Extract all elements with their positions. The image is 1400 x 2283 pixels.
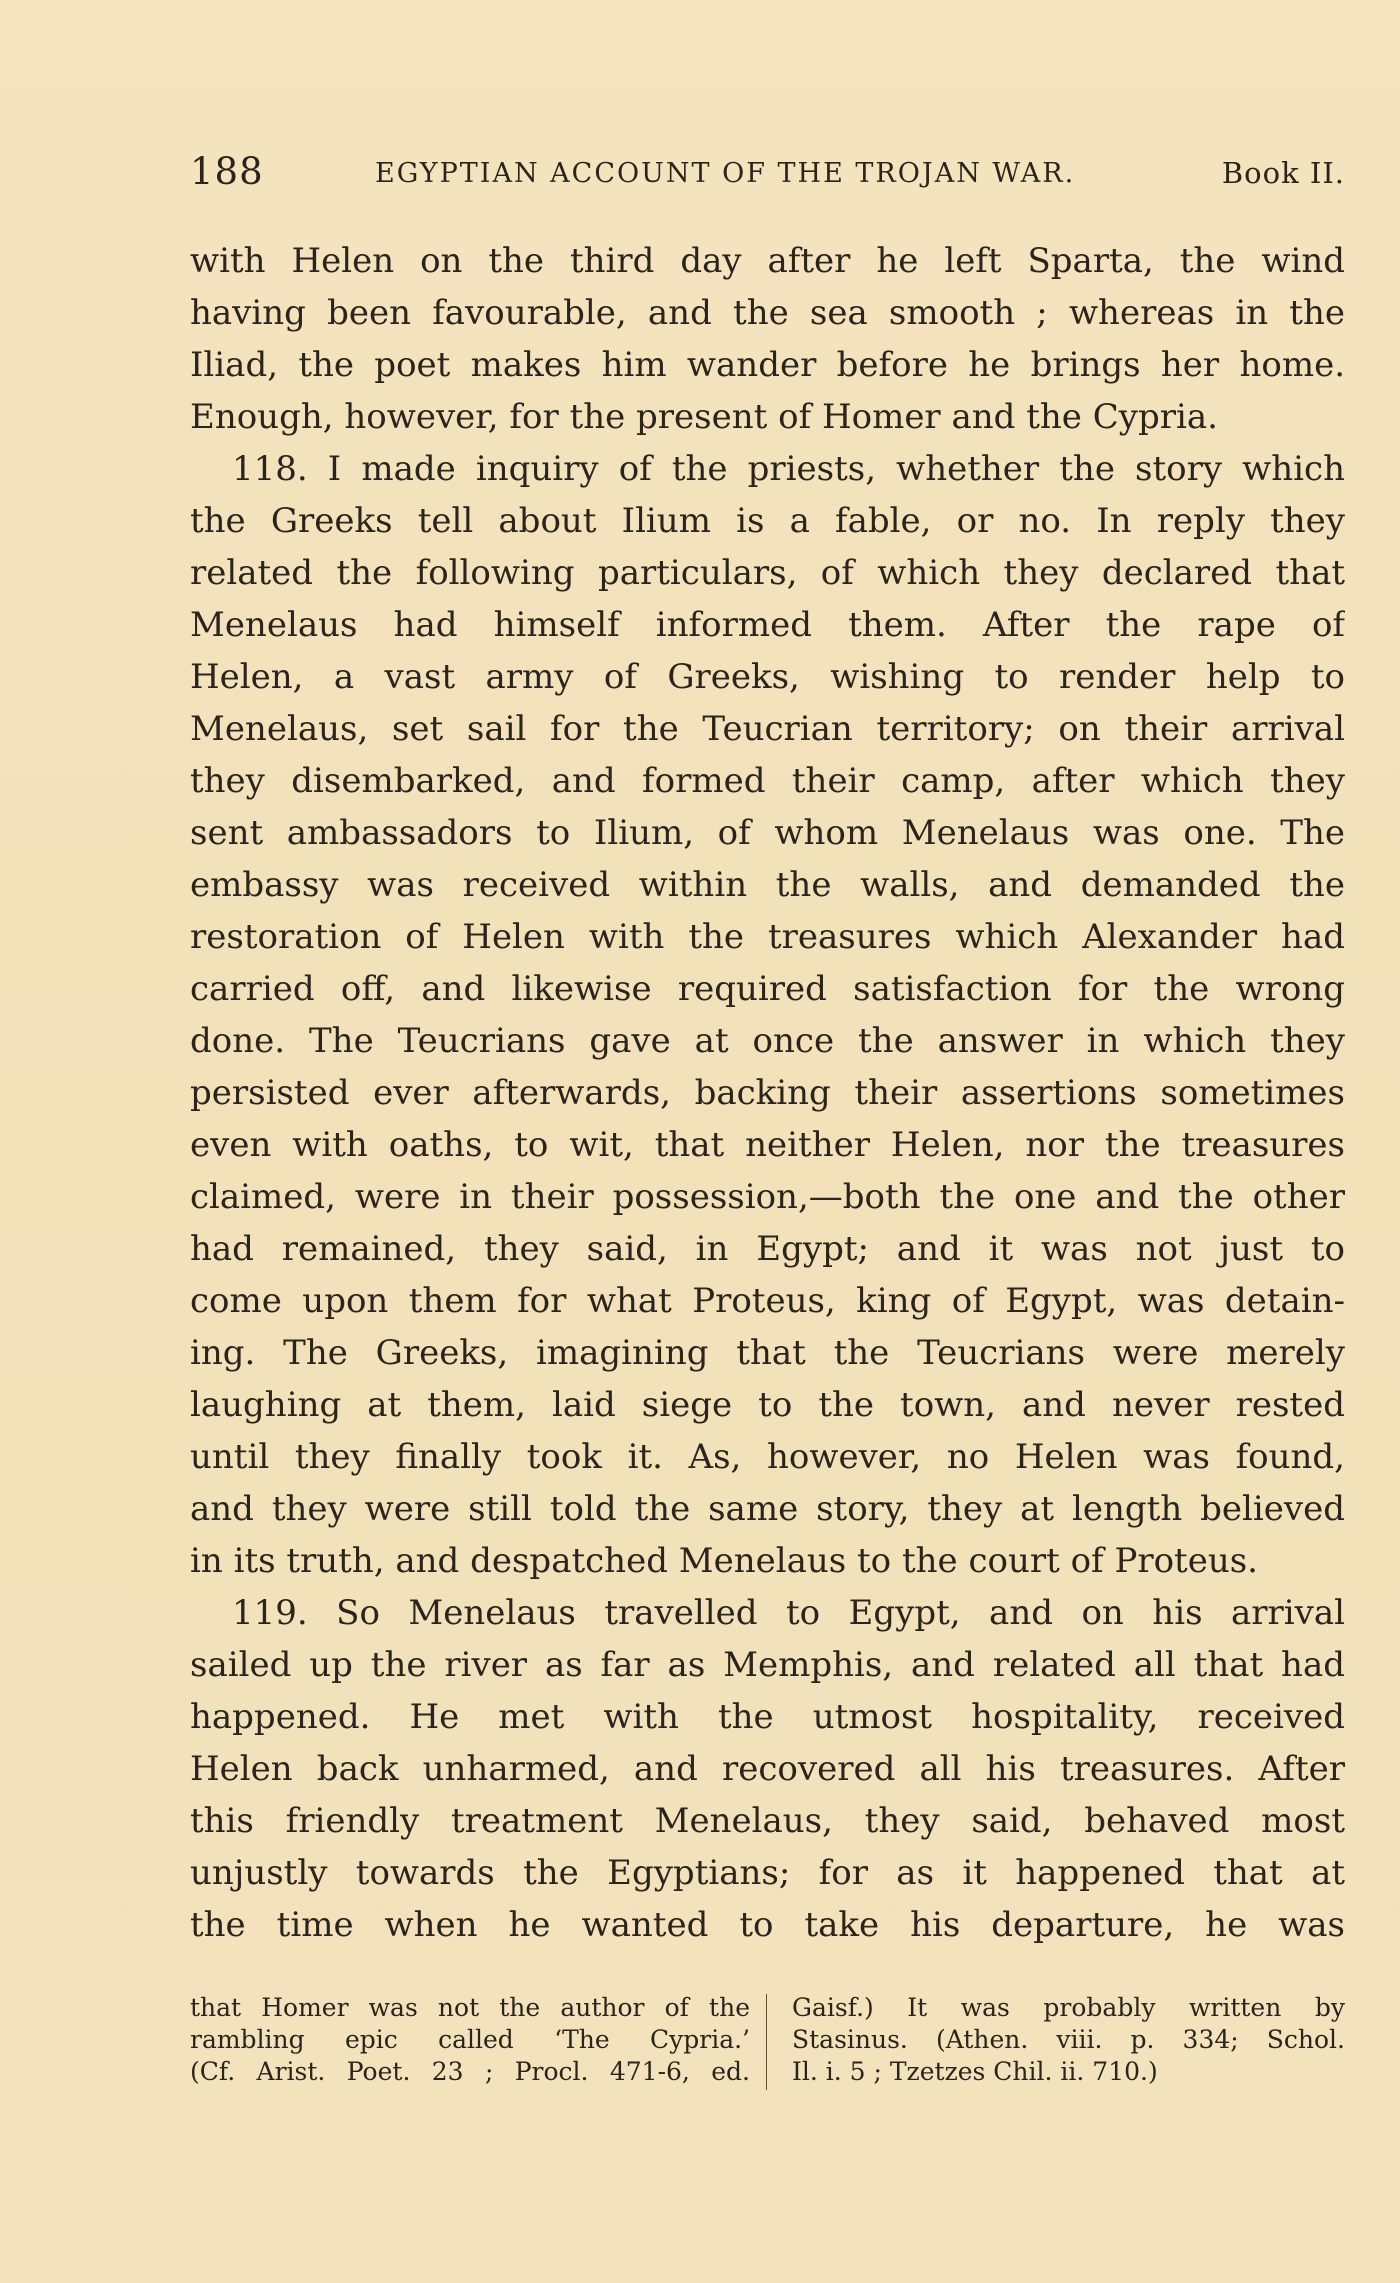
footnote-line: rambling epic called ‘The Cypria.’	[190, 2025, 750, 2054]
text-line: with Helen on the third day after he left Sparta, the wind	[190, 241, 1345, 281]
text-line: ing. The Greeks, imagining that the Teucrians were merely	[190, 1333, 1345, 1373]
book-label: Book II.	[1221, 156, 1345, 190]
text-line: happened. He met with the utmost hospitality, received	[190, 1697, 1345, 1737]
text-line: Helen, a vast army of Greeks, wishing to render help to	[190, 657, 1345, 697]
text-line: Iliad, the poet makes him wander before he brings her home.	[190, 345, 1345, 385]
text-line: had remained, they said, in Egypt; and it was not just to	[190, 1229, 1345, 1269]
footnote-column-right	[792, 1992, 1345, 2088]
text-line: unjustly towards the Egyptians; for as it happened that at	[190, 1853, 1345, 1893]
text-line: embassy was received within the walls, and demanded the	[190, 865, 1345, 905]
page-header	[190, 150, 1345, 200]
text-line: Enough, however, for the present of Homer and the Cypria.	[190, 397, 1218, 437]
text-line: the Greeks tell about Ilium is a fable, or no. In reply they	[190, 501, 1345, 541]
text-line: Helen back unharmed, and recovered all his treasures. After	[190, 1749, 1345, 1789]
text-line: done. The Teucrians gave at once the answer in which they	[190, 1021, 1345, 1061]
text-line: Menelaus, set sail for the Teucrian territory; on their arrival	[190, 709, 1345, 749]
footnote-line: Gaisf.) It was probably written by	[792, 1993, 1345, 2022]
footnote-line: that Homer was not the author of the	[190, 1993, 750, 2022]
text-line: and they were still told the same story, they at length believed	[190, 1489, 1345, 1529]
text-line: having been favourable, and the sea smooth ; whereas in the	[190, 293, 1345, 333]
footnote-column-left	[190, 1992, 750, 2088]
text-line: restoration of Helen with the treasures which Alexander had	[190, 917, 1345, 957]
footnote-line: Stasinus. (Athen. viii. p. 334; Schol.	[792, 2025, 1345, 2054]
text-line: Menelaus had himself informed them. After the rape of	[190, 605, 1345, 645]
text-line: they disembarked, and formed their camp, after which they	[190, 761, 1345, 801]
text-line: sent ambassadors to Ilium, of whom Menelaus was one. The	[190, 813, 1345, 853]
main-text	[190, 235, 1345, 1951]
text-line: in its truth, and despatched Menelaus to the court of Proteus.	[190, 1541, 1258, 1581]
text-line: even with oaths, to wit, that neither Helen, nor the treasures	[190, 1125, 1345, 1165]
footnotes	[190, 1992, 1345, 2092]
text-line: claimed, were in their possession,—both the one and the other	[190, 1177, 1345, 1217]
section-119-start: 119. So Menelaus travelled to Egypt, and on his arrival	[232, 1593, 1345, 1633]
text-line: this friendly treatment Menelaus, they said, behaved most	[190, 1801, 1345, 1841]
footnote-line: Il. i. 5 ; Tzetzes Chil. ii. 710.)	[792, 2057, 1158, 2086]
footnote-line: (Cf. Arist. Poet. 23 ; Procl. 471-6, ed.	[190, 2057, 750, 2086]
text-line: carried off, and likewise required satisfaction for the wrong	[190, 969, 1345, 1009]
page-number: 188	[190, 150, 264, 193]
footnote-divider	[766, 1994, 767, 2090]
text-line: laughing at them, laid siege to the town, and never rested	[190, 1385, 1345, 1425]
text-line: the time when he wanted to take his departure, he was	[190, 1905, 1345, 1945]
text-line: persisted ever afterwards, backing their assertions sometimes	[190, 1073, 1345, 1113]
section-118-start: 118. I made inquiry of the priests, whether the story which	[232, 449, 1345, 489]
text-line: until they finally took it. As, however, no Helen was found,	[190, 1437, 1345, 1477]
running-title: EGYPTIAN ACCOUNT OF THE TROJAN WAR.	[375, 158, 1076, 189]
text-line: come upon them for what Proteus, king of Egypt, was detain-	[190, 1281, 1345, 1321]
text-line: sailed up the river as far as Memphis, and related all that had	[190, 1645, 1345, 1685]
text-line: related the following particulars, of which they declared that	[190, 553, 1345, 593]
